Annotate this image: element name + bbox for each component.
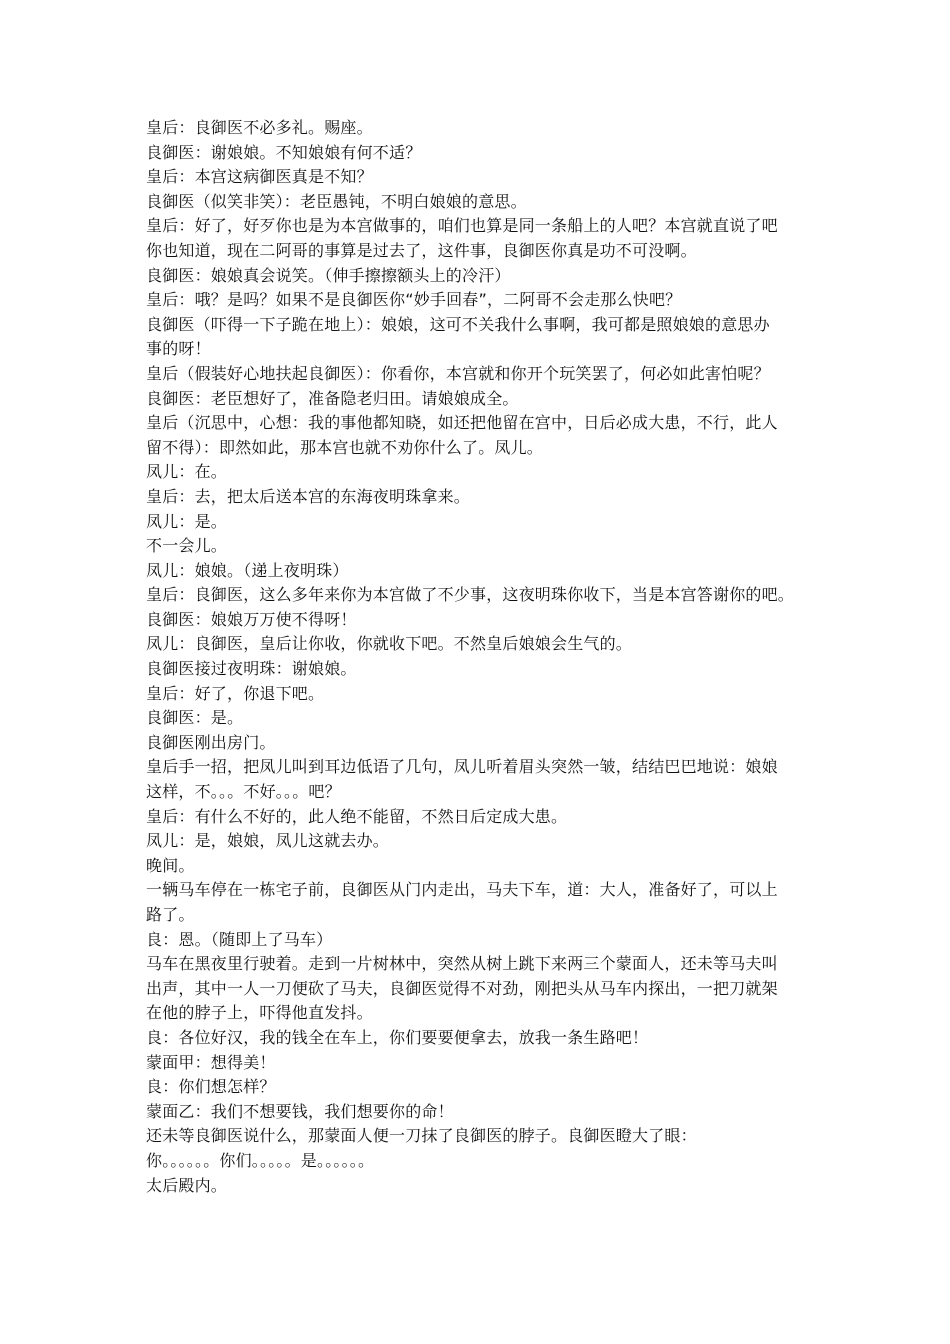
text-line: 你也知道，现在二阿哥的事算是过去了，这件事，良御医你真是功不可没啊。 (146, 240, 697, 260)
text-line: 良御医：娘娘真会说笑。（伸手擦擦额头上的冷汗） (146, 265, 511, 285)
text-line: 皇后：好了，好歹你也是为本宫做事的，咱们也算是同一条船上的人吧？本宫就直说了吧 (146, 216, 778, 236)
text-line: 出声，其中一人一刀便砍了马夫，良御医觉得不对劲，刚把头从马车内探出，一把刀就架 (146, 978, 778, 998)
text-line: 在他的脖子上，吓得他直发抖。 (146, 1003, 373, 1023)
text-line: 皇后（沉思中，心想：我的事他都知晓，如还把他留在宫中，日后必成大患，不行，此人 (146, 413, 778, 433)
document-page (146, 116, 810, 1198)
text-line: 良御医：是。 (146, 708, 244, 728)
text-line: 皇后：去，把太后送本宫的东海夜明珠拿来。 (146, 486, 471, 506)
text-line: 凤儿：良御医，皇后让你收，你就收下吧。不然皇后娘娘会生气的。 (146, 634, 633, 654)
text-line: 良御医刚出房门。 (146, 732, 276, 752)
text-line: 凤儿：是，娘娘，凤儿这就去办。 (146, 831, 390, 851)
text-line: 凤儿：在。 (146, 462, 228, 482)
text-line: 皇后：本宫这病御医真是不知？ (146, 167, 373, 187)
text-line: 皇后：良御医不必多礼。赐座。 (146, 118, 373, 137)
text-line: 事的呀！ (146, 339, 211, 359)
text-line: 良：各位好汉，我的钱全在车上，你们要要便拿去，放我一条生路吧！ (146, 1027, 649, 1047)
text-line: 还未等良御医说什么，那蒙面人便一刀抹了良御医的脖子。良御医瞪大了眼： (146, 1126, 697, 1146)
text-line: 马车在黑夜里行驶着。走到一片树林中，突然从树上跳下来两三个蒙面人，还未等马夫叫 (146, 954, 778, 974)
text-line: 皇后：有什么不好的，此人绝不能留，不然日后定成大患。 (146, 806, 568, 826)
text-line: 良：你们想怎样？ (146, 1077, 276, 1097)
text-line: 良御医（吓得一下子跪在地上）：娘娘，这可不关我什么事啊，我可都是照娘娘的意思办 (146, 314, 770, 334)
text-line: 晚间。 (146, 855, 195, 875)
text-line: 不一会儿。 (146, 536, 228, 556)
text-line: 留不得）：即然如此，那本宫也就不劝你什么了。凤儿。 (146, 437, 544, 457)
text-line: 蒙面甲：想得美！ (146, 1052, 276, 1072)
text-line: 凤儿：娘娘。（递上夜明珠） (146, 560, 349, 580)
text-line: 良御医（似笑非笑）：老臣愚钝，不明白娘娘的意思。 (146, 191, 527, 211)
text-line: 皇后：好了，你退下吧。 (146, 683, 325, 703)
text-line: 蒙面乙：我们不想要钱，我们想要你的命！ (146, 1101, 454, 1121)
text-line: 皇后：哦？是吗？如果不是良御医你“妙手回春”，二阿哥不会走那么快吧？ (146, 290, 682, 310)
text-line: 皇后手一招，把凤儿叫到耳边低语了几句，凤儿听着眉头突然一皱，结结巴巴地说：娘娘 (146, 757, 778, 777)
text-line: 凤儿：是。 (146, 511, 228, 531)
text-line: 这样，不。。。不好。。。吧？ (146, 782, 341, 802)
text-line: 良御医：老臣想好了，准备隐老归田。请娘娘成全。 (146, 388, 519, 408)
text-line: 皇后（假装好心地扶起良御医）：你看你，本宫就和你开个玩笑罢了，何必如此害怕呢？ (146, 363, 770, 383)
text-line: 良御医：谢娘娘。不知娘娘有何不适？ (146, 142, 422, 162)
text-line: 良御医：娘娘万万使不得呀！ (146, 609, 357, 629)
text-line: 良：恩。（随即上了马车） (146, 929, 333, 949)
text-line: 良御医接过夜明珠：谢娘娘。 (146, 659, 357, 679)
text-line: 路了。 (146, 905, 195, 924)
text-line: 你。。。。。。你们。。。。。是。。。。。。 (146, 1150, 375, 1170)
text-line: 皇后：良御医，这么多年来你为本宫做了不少事，这夜明珠你收下，当是本宫答谢你的吧。 (146, 585, 795, 605)
text-line: 一辆马车停在一栋宅子前，良御医从门内走出，马夫下车，道：大人，准备好了，可以上 (146, 880, 778, 900)
text-line: 太后殿内。 (146, 1175, 228, 1195)
